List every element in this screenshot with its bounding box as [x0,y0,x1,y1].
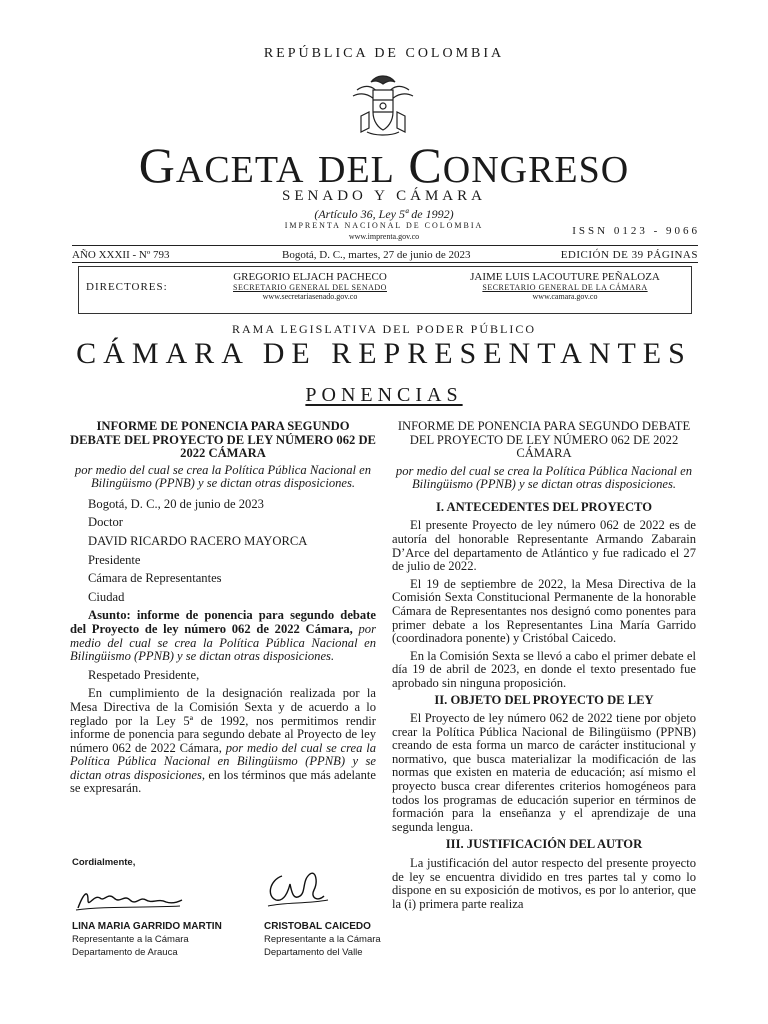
director-camara-web: www.camara.gov.co [532,292,598,301]
sig1-dept: Departamento de Arauca [72,947,178,958]
letter-asunto [70,609,376,663]
letter-date: Bogotá, D. C., 20 de junio de 2023 [88,496,264,511]
letter-addressee: DAVID RICARDO RACERO MAYORCA [88,533,308,548]
signature-block-garrido [72,920,222,959]
paragraph-1: El presente Proyecto de ley número 062 de 2022 es de autoría del honorable Representante Armando Zabarain D’Arce del departamento de Atlántico y fue radicado el 27 de julio de 2022. [392,518,696,574]
director-senate-role: SECRETARIO GENERAL DEL SENADO [233,283,387,292]
signature-block-caicedo [264,920,381,959]
left-subtitle: por medio del cual se crea la Política Pública Nacional en Bilingüismo (PPNB) y se dictan otras disposiciones. [74,462,372,490]
divider [72,245,698,246]
issue-number: AÑO XXXII - Nº 793 [72,249,170,261]
letter-doctor: Doctor [88,515,123,530]
issue-edition: EDICIÓN DE 39 PÁGINAS [560,249,698,261]
title-aceta: ACETA [175,149,305,191]
letter-body [70,687,376,796]
section-antecedentes: I. ANTECEDENTES DEL PROYECTO [435,499,653,514]
chamber-title: CÁMARA DE REPRESENTANTES [76,337,692,370]
director-camara [460,271,670,301]
sig1-role: Representante a la Cámara [72,934,189,945]
letter-ciudad: Ciudad [88,589,125,604]
body-italic: por medio del cual se crea la Política Pública Nacional en Bilingüismo (PPNB) y se dictan otras disposiciones, [70,740,377,782]
paragraph-4: El Proyecto de ley número 062 de 2022 tiene por objeto crear la Política Pública Nacional de Bilingüismo (PPNB) creando de esta forma un marco de carácter institucional y normativo, que busca materializar la modificación de las normas que existen en materia de educación; así mismo el proyecto busca crear diferentes criterios homogéneos para todos los programas de educación superior en términos de formación para la enseñanza y el aprendizaje de una segunda lengua. [392,711,696,834]
left-heading: INFORME DE PONENCIA PARA SEGUNDO DEBATE DEL PROYECTO DE LEY NÚMERO 062 DE 2022 CÁMARA [70,419,376,461]
republic-title: REPÚBLICA DE COLOMBIA [263,46,505,61]
asunto-bold: Asunto: informe de ponencia para segundo debate del Proyecto de ley número 062 de 2022 Cámara, [70,608,376,636]
title-del: DEL [318,149,395,191]
issn: ISSN 0123 - 9066 [572,225,700,237]
left-column [70,420,376,796]
gazette-subtitle: SENADO Y CÁMARA [282,188,486,204]
right-column [392,420,696,911]
title-letter-c: C [408,137,443,193]
sig2-role: Representante a la Cámara [264,934,381,945]
directors-label: DIRECTORES: [86,281,168,293]
body-a: En cumplimiento de la designación realizada por la Mesa Directiva de la Comisión Sexta y de acuerdo a lo reglado por la Ley 5ª de 1992, nos permitimos rendir informe de ponencia para segundo debate al Proyecto de ley número 062 de 2022 Cámara, [70,686,376,755]
printer-name: IMPRENTA NACIONAL DE COLOMBIA [284,221,484,230]
legal-reference: (Artículo 36, Ley 5ª de 1992) [314,207,454,221]
closing: Cordialmente, [72,857,136,868]
section-objeto: II. OBJETO DEL PROYECTO DE LEY [434,692,654,707]
letter-greeting: Respetado Presidente, [88,667,200,682]
sig1-name: LINA MARIA GARRIDO MARTIN [72,921,222,932]
right-heading: INFORME DE PONENCIA PARA SEGUNDO DEBATE DEL PROYECTO DE LEY NÚMERO 062 DE 2022 CÁMARA [397,419,691,461]
paragraph-2: El 19 de septiembre de 2022, la Mesa Directiva de la Comisión Sexta Constitucional Permanente de la honorable Cámara de Representantes nos designó como ponentes para primer debate a los Representantes Lina María Garrido (coordinadora ponente) y Cristóbal Caicedo. [392,576,696,646]
section-justificacion: III. JUSTIFICACIÓN DEL AUTOR [445,837,643,852]
director-senate [210,271,410,301]
director-camara-name: JAIME LUIS LACOUTURE PEÑALOZA [470,271,660,283]
sig2-dept: Departamento del Valle [264,947,363,958]
signature-garrido-icon [74,884,184,916]
paragraph-5: La justificación del autor respecto del presente proyecto de ley se encuentra dividido en tres partes tal y como lo dispone en su exposición de motivos, es por lo anterior, que la (i) primera parte realiza [392,856,696,911]
branch-title: RAMA LEGISLATIVA DEL PODER PÚBLICO [231,322,536,336]
letter-presidente: Presidente [88,552,141,567]
coat-of-arms-icon [347,72,419,138]
printer-website: www.imprenta.gov.co [348,232,420,241]
director-senate-web: www.secretariasenado.gov.co [262,292,358,301]
divider [72,262,698,263]
body-b: en los términos que más adelante se expresarán. [70,767,377,796]
asunto-italic: por medio del cual se crea la Política Pública Nacional en Bilingüismo (PPNB) y se dictan otras disposiciones. [70,621,376,664]
issue-date: Bogotá, D. C., martes, 27 de junio de 2023 [282,249,471,261]
section-title: PONENCIAS [305,384,463,406]
title-ongreso: ONGRESO [442,149,630,191]
letter-camara: Cámara de Representantes [88,571,222,586]
paragraph-3: En la Comisión Sexta se llevó a cabo el primer debate el día 19 de abril de 2023, en donde el texto presentado fue aprobado sin ninguna proposición. [392,648,696,690]
title-letter-g: G [138,137,176,193]
director-senate-name: GREGORIO ELJACH PACHECO [233,271,387,283]
sig2-name: CRISTOBAL CAICEDO [264,921,371,932]
signature-caicedo-icon [262,866,332,916]
right-subtitle: por medio del cual se crea la Política Pública Nacional en Bilingüismo (PPNB) y se dictan otras disposiciones. [395,463,693,491]
director-camara-role: SECRETARIO GENERAL DE LA CÁMARA [482,283,648,292]
